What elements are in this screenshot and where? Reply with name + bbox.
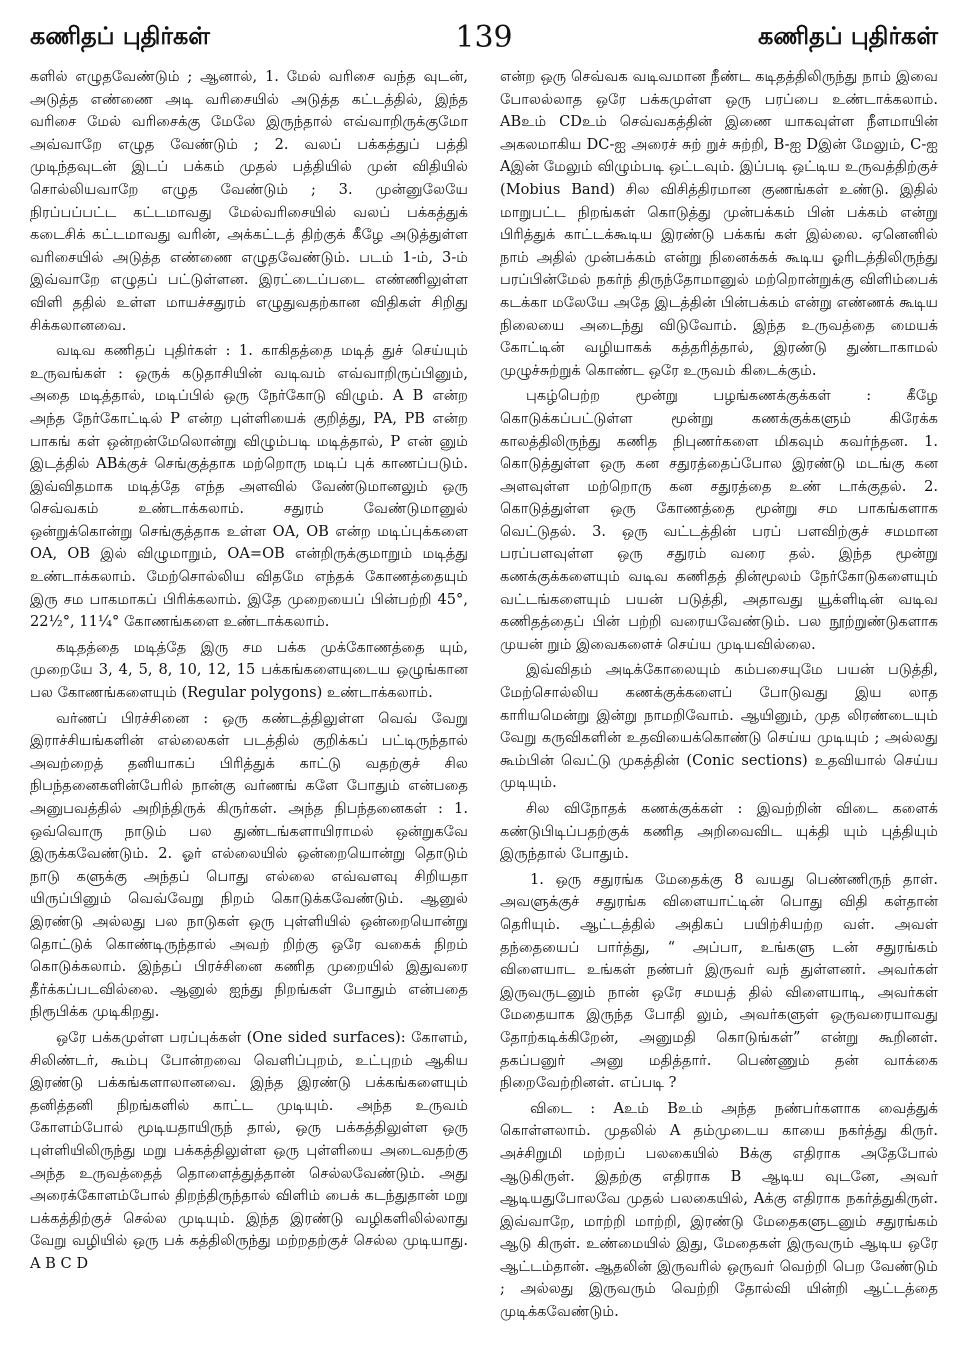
running-title-left: கணிதப் புதிர்கள்: [30, 22, 210, 50]
paragraph-ruler-compass: இவ்விதம் அடிக்கோலையும் கம்பசையுமே பயன் படுத்தி, மேற்சொல்லிய கணக்குக்களைப் போடுவது இய லாத காரியமென்று இன்று நாமறிவோம். ஆயினும், முத லிரண்டையும் வேறு கருவிகளின் உதவியைக்கொண்டு செய்ய முடியும் ; அல்லது கூம்பின் வெட்டு முகத்தின் (Conic sections) உதவியால் செய்ய முடியும்.: [500, 661, 938, 792]
running-title-right: கணிதப் புதிர்கள்: [758, 22, 938, 50]
body-columns: [30, 66, 938, 1327]
page-header: [30, 22, 938, 66]
paragraph-magic-square-rules: களில் எழுதவேண்டும் ; ஆனால், 1. மேல் வரிசை வந்த வுடன், அடுத்த எண்ணை அடி வரிசையில் அடுத்த கட்டத்தில், இந்த வரிசை மேல் வரிசைக்கு மேலே இருந்தால் எவ்வாறிருக்குமோ அவ்வாறே எழுத வேண்டும் ; 2. வலப் பக்கத்துப் பத்தி முடிந்தவுடன் இடப் பக்கம் முதல் பத்தியில் முன் விதியில் சொல்லியவாறே எழுத வேண்டும் ; 3. முன்னுலேயே நிரப்பப்பட்ட கட்டமாவது மேல்வரிசையில் வலப் பக்கத்துக் கடைசிக் கட்டமாவது வரின், அக்கட்டத் திற்குக் கீழே அடுத்துள்ள வரிசையில் அடுத்த எண்ணை எழுதவேண்டும். படம் 1-ம், 3-ம் இவ்வாறே எழுதப் பட்டுள்ளன. இரட்டைப்படை எண்ணிலுள்ள விளி ததில் உள்ள மாயச்சதுரம் எழுதுவதற்கான விதிகள் சிறிது சிக்கலானவை.: [30, 68, 468, 334]
paragraph-geometric-puzzles: வடிவ கணிதப் புதிர்கள் : 1. காகிதத்தை மடித் துச் செய்யும் உருவங்கள் : ஒருக் கடுதாசியின் வடிவம் எவ்வாறிருப்பினும், அதை மடித்தால், மடிப்பில் ஒரு நேர்கோடு விழும். A B என்ற அந்த நேர்கோட்டில் P என்ற புள்ளியைக் குறித்து, PA, PB என்ற பாகங் கள் ஒன்றன்மேலொன்று விழும்படி மடித்தால், P என் னும் இடத்தில் ABக்குச் செங்குத்தாக மற்றொரு மடிப் புக் காணப்படும். இவ்விதமாக மடித்தே எந்த அளவில் வேண்டுமானலும் ஒரு செவ்வகம் உண்டாக்கலாம். சதுரம் வேண்டுமானுல் ஒன்றுக்கொன்று செங்குத்தாக உள்ள OA, OB என்ற மடிப்புக்களை OA, OB இல் விழுமாறும், OA=OB என்றிருக்குமாறும் மடித்து உண்டாக்கலாம். மேற்சொல்லிய விதமே எந்தக் கோணத்தையும் இரு சம பாகமாகப் பிரிக்கலாம். இதே முறையைப் பின்பற்றி 45°, 22½°, 11¼° கோணங்களை உண்டாக்கலாம்.: [30, 342, 468, 631]
page-number: 139: [455, 20, 513, 55]
paragraph-regular-polygons: கடிதத்தை மடித்தே இரு சம பக்க முக்கோணத்தை யும், முறையே 3, 4, 5, 8, 10, 12, 15 பக்கங்களையுடைய ஒழுங்கான பல கோணங்களையும் (Regular polygons) உண்டாக்கலாம்.: [30, 638, 468, 702]
paragraph-mobius-band: என்ற ஒரு செவ்வக வடிவமான நீண்ட கடிதத்திலிருந்து நாம் இவை போலல்லாத ஒரே பக்கமுள்ள ஒரு பரப்பை உண்டாக்கலாம். ABஉம் CDஉம் செவ்வகத்தின் இணை யாகவுள்ள நீளமாயின் அகலமாகிய DC-ஐ அரைச் சுற் றுச் சுற்றி, B-ஐ Dஇன் மேலும், C-ஐ Aஇன் மேலும் விழும்படி ஒட்டவும். இப்படி ஒட்டிய உருவத்திற்குச் (Mobius Band) சில விசித்திரமான குணங்கள் உண்டு. இதில் மாறுபட்ட நிறங்கள் கொடுத்து முன்பக்கம் பின் பக்கம் என்று பிரித்துக் காட்டக்கூடிய இரண்டு பக்கங் கள் இல்லை. ஏனெனில் நாம் அதில் முன்பக்கம் என்று நினைக்கக் கூடிய ஓரிடத்திலிருந்து பரப்பின்மேல் நகர்ந் திருந்தோமானுல் மற்றொன்றுக்கு விளிம்பைக் கடக்கா மலேயே அதே இடத்தின் பின்பக்கம் என்று எண்ணக் கூடிய நிலையை அடைந்து விடுவோம். இந்த உருவத்தை மையக் கோட்டின் வழியாகக் கத்தரித்தால், இரண்டு துண்டாகாமல் முழுச்சுற்றுக் கொண்ட ஒரே உருவம் கிடைக்கும்.: [500, 68, 938, 379]
paragraph-three-classical-problems: புகழ்பெற்ற மூன்று பழங்கணக்குக்கள் : கீழே கொடுக்கப்பட்டுள்ள மூன்று கணக்குக்களும் கிரேக்க காலத்திலிருந்து கணித நிபுணர்களை மிகவும் கவர்ந்தன. 1. கொடுத்துள்ள ஒரு கன சதுரத்தைப்போல இரண்டு மடங்கு கன அளவுள்ள மற்றொரு கன சதுரத்தை உண் டாக்குதல். 2. கொடுத்துள்ள ஒரு கோணத்தை மூன்று சம பாகங்களாக வெட்டுதல். 3. ஒரு வட்டத்தின் பரப் பளவிற்குச் சமமான பரப்பளவுள்ள ஒரு சதுரம் வரை தல். இந்த மூன்று கணக்குக்களையும் வடிவ கணிதத் தின்மூலம் நேர்கோடுகளையும் வட்டங்களையும் பயன் படுத்தி, அதாவது யூக்ளிடின் வடிவ கணிதத்தைப் பின் பற்றி வரையவேண்டும். பல நூற்றுண்டுகளாக முயன் றும் இவைகளைச் செய்ய முடியவில்லை.: [500, 387, 938, 653]
left-column: [30, 66, 468, 1327]
paragraph-four-colour-problem: வர்ணப் பிரச்சினை : ஒரு கண்டத்திலுள்ள வெவ் வேறு இராச்சியங்களின் எல்லைகள் படத்தில் குறிக்கப் பட்டிருந்தால் அவற்றைத் தனியாகப் பிரித்துக் காட்டு வதற்குச் சில நிபந்தனைகளின்பேரில் நான்கு வர்ணங் களே போதும் என்பதை அனுபவத்தில் அறிந்திருக் கிருர்கள். அந்த நிபந்தனைகள் : 1. ஒவ்வொரு நாடும் பல துண்டங்களாயிராமல் ஒன்றுகவே இருக்கவேண்டும். 2. ஓர் எல்லையில் ஒன்றையொன்று தொடும் நாடு களுக்கு அந்தப் பொது எல்லை எவ்வளவு சிறியதா யிருப்பினும் வெவ்வேறு நிறம் கொடுக்கவேண்டும். ஆனுல் இரண்டு அல்லது பல நாடுகள் ஒரு புள்ளியில் ஒன்றையொன்று தொட்டுக் கொண்டிருந்தால் அவற் றிற்கு ஒரே வகைக் நிறம் கொடுக்கலாம். இந்தப் பிரச்சினை கணித முறையில் இதுவரை தீர்க்கப்படவில்லை. ஆனுல் ஐந்து நிறங்கள் போதும் என்பதை நிரூபிக்க முடிகிறது.: [30, 709, 468, 1021]
paragraph-one-sided-surfaces: ஒரே பக்கமுள்ள பரப்புக்கள் (One sided surfaces): கோளம், சிலிண்டர், கூம்பு போன்றவை வெளிப்புறம், உட்புறம் ஆகிய இரண்டு பக்கங்களாலானவை. இந்த இரண்டு பக்கங்களையும் தனித்தனி நிறங்களில் காட்ட முடியும். அந்த உருவம் கோளம்போல் மூடியதாயிருந் தால், ஒரு பக்கத்திலுள்ள ஒரு புள்ளியிலிருந்து மறு பக்கத்திலுள்ள ஒரு புள்ளியை அடைவதற்கு அந்த உருவத்தைத் தொளைத்துத்தான் செல்லவேண்டும். அது அரைக்கோளம்போல் திறந்திருந்தால் விளிம் பைக் கடந்துதான் மறு பக்கத்திற்குச் செல்ல முடியும். இந்த இரண்டு வழிகளிலில்லாது வேறு வழியில் ஒரு பக் கத்திலிருந்து மற்றதற்குச் செல்ல முடியாது. A B C D: [30, 1028, 468, 1272]
right-column: [500, 66, 938, 1327]
paragraph-chess-puzzle: 1. ஒரு சதுரங்க மேதைக்கு 8 வயது பெண்ணிருந் தாள். அவளுக்குச் சதுரங்க விளையாட்டின் பொது விதி கள்தான் தெரியும். ஆட்டத்தில் அதிகப் பயிற்சியற்ற வள். அவள் தந்தையைப் பார்த்து, “ அப்பா, உங்களு டன் சதுரங்கம் விளையாட உங்கள் நண்பர் இருவர் வந் துள்ளனர். அவர்கள் இருவருடனும் நான் ஒரே சமயத் தில் விளையாடி, அவர்கள் மேதையாக இருந்த போதி லும், அவர்களுள் ஒருவரையாவது தோற்கடிக்கிறேன், அனுமதி கொடுங்கள்” என்று கூறினள். தகப்பனுர் அனு மதித்தார். பெண்ணும் தன் வாக்கை நிறைவேற்றினள். எப்படி ?: [500, 870, 938, 1092]
paragraph-chess-answer: விடை : Aஉம் Bஉம் அந்த நண்பர்களாக வைத்துக் கொள்ளலாம். முதலில் A தம்முடைய காயை நகர்த்து கிருர். அச்சிறுமி மற்றப் பலகையில் Bக்கு எதிராக அதேபோல் ஆடுகிருள். இதற்கு எதிராக B ஆடிய வுடனே, அவர் ஆடியதுபோலவே முதல் பலகையில், Aக்கு எதிராக நகர்த்துகிருள். இவ்வாறே, மாற்றி மாற்றி, இரண்டு மேதைகளுடனும் சதுரங்கம் ஆடு கிருள். உண்மையில் இது, மேதைகள் இருவரும் ஆடிய ஒரே ஆட்டம்தான். ஆதலின் இருவரில் ஒருவர் வெற்றி பெற வேண்டும் ; அல்லது இருவரும் வெற்றி தோல்வி யின்றி ஆட்டத்தை முடிக்கவேண்டும்.: [500, 1099, 938, 1321]
paragraph-curious-problems: சில விநோதக் கணக்குக்கள் : இவற்றின் விடை களைக் கண்டுபிடிப்பதற்குக் கணித அறிவைவிட யுக்தி யும் புத்தியும் இருந்தால் போதும்.: [500, 800, 938, 863]
